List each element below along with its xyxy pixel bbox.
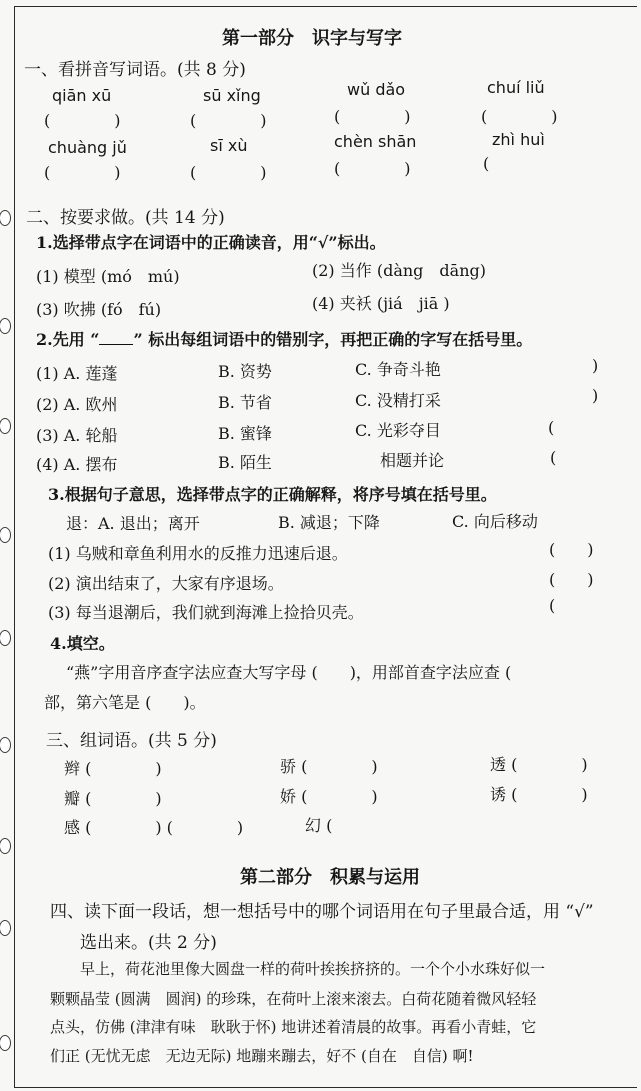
binding-hole: [0, 527, 11, 543]
answer-bracket[interactable]: ): [592, 386, 599, 405]
sentence-item: (2) 演出结束了，大家有序退场。: [48, 574, 284, 593]
word-group-item[interactable]: 诱 ( ): [490, 785, 588, 804]
passage-line: 们正 (无忧无虑 无边无际) 地蹦来蹦去，好不 (自在 自信) 啊!: [50, 1047, 474, 1065]
pinyin: chuàng jǔ: [48, 138, 127, 157]
word-group-item[interactable]: 辫 ( ): [64, 759, 162, 778]
definition: 退：A. 退出；离开: [66, 514, 200, 533]
answer-bracket[interactable]: ( ): [44, 163, 121, 182]
section2-title: 二、按要求做。(共 14 分): [26, 208, 225, 228]
answer-bracket[interactable]: ( ): [190, 163, 267, 182]
pinyin: sū xǐng: [203, 86, 261, 105]
typo-option[interactable]: B. 节省: [218, 393, 272, 412]
word-group-item[interactable]: 娇 ( ): [280, 787, 378, 806]
typo-option[interactable]: B. 蜜锋: [218, 424, 272, 443]
answer-bracket[interactable]: ( ): [549, 540, 594, 559]
answer-bracket[interactable]: ( ): [334, 159, 411, 178]
part2-title: 第二部分 积累与运用: [240, 867, 420, 888]
typo-option[interactable]: C. 光彩夺目: [355, 421, 441, 440]
binding-hole: [0, 210, 11, 226]
fill-blank-line[interactable]: 部，第六笔是 ( )。: [44, 693, 206, 712]
binding-hole: [0, 920, 11, 936]
binding-hole: [0, 737, 11, 753]
typo-option[interactable]: (4) A. 摆布: [36, 455, 118, 474]
pinyin: chuí liǔ: [487, 78, 545, 97]
word-group-item[interactable]: 感 ( ) ( ): [64, 818, 244, 837]
typo-option[interactable]: (3) A. 轮船: [36, 426, 118, 445]
typo-option[interactable]: (1) A. 莲蓬: [36, 364, 118, 383]
answer-bracket[interactable]: ( ): [190, 111, 267, 130]
fill-blank-line[interactable]: “燕”字用音序查字法应查大写字母 ( )，用部首查字法应查 (: [66, 663, 512, 682]
question-1: 1.选择带点字在词语中的正确读音，用“√”标出。: [36, 233, 386, 252]
passage-line: 点头，仿佛 (津津有味 耿耿于怀) 地讲述着清晨的故事。再看小青蛙，它: [50, 1018, 537, 1036]
word-group-item[interactable]: 瓣 ( ): [64, 789, 162, 808]
binding-hole: [0, 630, 11, 646]
q2-suffix: ” 标出每组词语中的错别字，再把正确的字写在括号里。: [133, 330, 533, 349]
word-group-item[interactable]: 幻 (: [305, 816, 397, 835]
word-group-item[interactable]: 透 ( ): [490, 755, 588, 774]
section1-title: 一、看拼音写词语。(共 8 分): [24, 60, 246, 80]
section4-title-cont: 选出来。(共 2 分): [80, 933, 217, 953]
pronunciation-item[interactable]: (3) 吹拂 (fó fú): [36, 300, 162, 319]
typo-option[interactable]: C. 没精打采: [355, 391, 441, 410]
answer-bracket[interactable]: ( ): [481, 107, 558, 126]
pinyin: sī xù: [210, 136, 248, 155]
typo-option[interactable]: (2) A. 欧州: [36, 395, 118, 414]
answer-bracket[interactable]: (: [549, 596, 556, 615]
pronunciation-item[interactable]: (2) 当作 (dàng dāng): [312, 261, 486, 280]
underline-blank: [99, 330, 133, 345]
part1-title: 第一部分 识字与写字: [222, 28, 402, 49]
question-3: 3.根据句子意思，选择带点字的正确解释，将序号填在括号里。: [48, 485, 497, 504]
answer-bracket[interactable]: ( ): [334, 107, 411, 126]
typo-option[interactable]: C. 争奇斗艳: [355, 360, 441, 379]
pinyin: chèn shān: [334, 132, 417, 151]
binding-hole: [0, 838, 11, 854]
typo-option[interactable]: 相题并论: [380, 451, 445, 470]
word-group-item[interactable]: 骄 ( ): [280, 757, 378, 776]
binding-hole: [0, 418, 11, 434]
section3-title: 三、组词语。(共 5 分): [46, 731, 217, 751]
q2-prefix: 2.先用 “: [36, 330, 100, 349]
question-2: [36, 327, 532, 350]
answer-bracket[interactable]: (: [550, 448, 557, 467]
pinyin: qiān xū: [52, 86, 112, 105]
sentence-item: (3) 每当退潮后，我们就到海滩上捡拾贝壳。: [48, 603, 364, 622]
answer-bracket[interactable]: ( ): [44, 111, 121, 130]
typo-option[interactable]: B. 资势: [218, 362, 272, 381]
definition: B. 减退；下降: [278, 513, 380, 532]
passage-line: 早上，荷花池里像大圆盘一样的荷叶挨挨挤挤的。一个个小水珠好似一: [50, 960, 546, 978]
answer-bracket[interactable]: ): [592, 356, 599, 375]
binding-hole: [0, 318, 11, 334]
pronunciation-item[interactable]: (1) 模型 (mó mú): [36, 267, 180, 286]
section4-title: 四、读下面一段话，想一想括号中的哪个词语用在句子里最合适，用 “√”: [50, 902, 594, 922]
answer-bracket[interactable]: (: [548, 418, 555, 437]
typo-option[interactable]: B. 陌生: [218, 453, 272, 472]
pinyin: zhì huì: [492, 130, 545, 149]
binding-hole: [0, 1035, 11, 1051]
answer-bracket[interactable]: (: [483, 154, 490, 173]
question-4: 4.填空。: [50, 634, 115, 653]
definition: C. 向后移动: [452, 512, 538, 531]
answer-bracket[interactable]: ( ): [549, 570, 594, 589]
pinyin: wǔ dǎo: [347, 80, 406, 99]
pronunciation-item[interactable]: (4) 夹袄 (jiá jiā ): [312, 294, 450, 313]
passage-line: 颗颗晶莹 (圆满 圆润) 的珍珠，在荷叶上滚来滚去。白荷花随着微风轻轻: [50, 990, 537, 1008]
sentence-item: (1) 乌贼和章鱼利用水的反推力迅速后退。: [48, 544, 348, 563]
